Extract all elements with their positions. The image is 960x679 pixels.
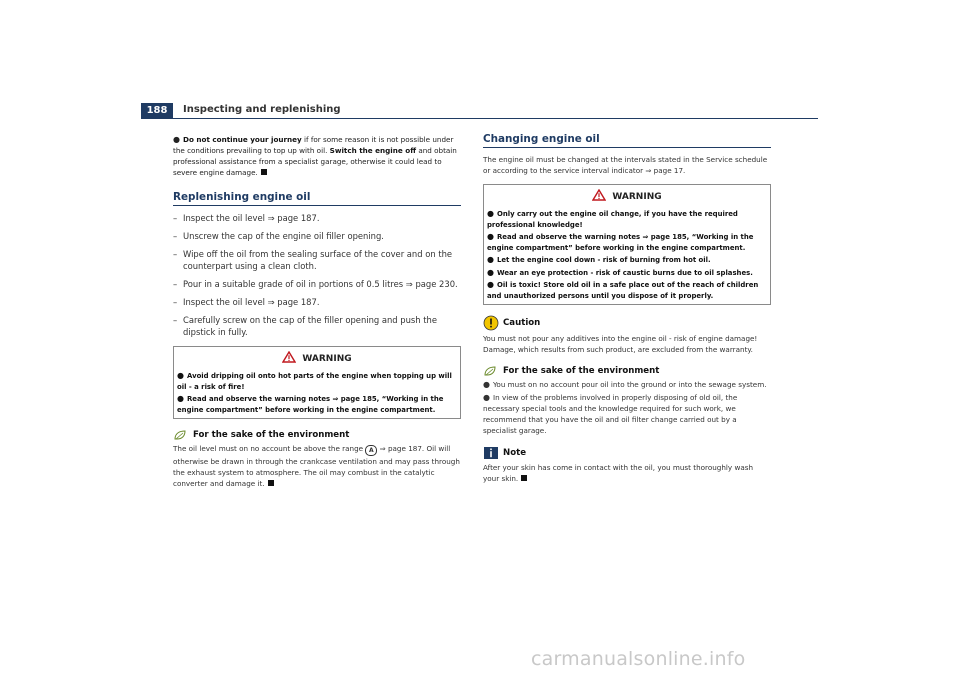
environment-item: ● You must on no account pour oil into the ground or into the sewage system.: [483, 380, 767, 389]
warning-item: ● Read and observe the warning notes ⇒ page 185, “Working in the engine compartment” before working in the engine compartment.: [177, 394, 444, 414]
step-item: – Unscrew the cap of the engine oil filler opening.: [173, 231, 384, 241]
environment-icon: [483, 365, 499, 377]
note-icon: [483, 446, 499, 460]
caution-icon: [483, 315, 499, 331]
header-rule: [173, 118, 818, 119]
section-title-replenishing: Replenishing engine oil: [173, 192, 461, 206]
site-watermark: carmanualsonline.info: [531, 648, 746, 670]
intro-paragraph: ● Do not continue your journey if for some reason it is not possible under the conditions prevailing to top up with oil. Switch the engine off and obtain professional assistance from a specialist garage, otherwise it could lead to severe engine damage.: [173, 135, 457, 177]
end-marker-icon: [521, 475, 527, 481]
warning-item: ● Only carry out the engine oil change, if you have the required professional knowledge!: [487, 209, 738, 229]
environment-heading: For the sake of the environment: [483, 365, 771, 377]
caution-text: You must not pour any additives into the engine oil - risk of engine damage! Damage, which results from such product, are excluded from the warranty.: [483, 334, 758, 354]
warning-box: [173, 346, 461, 419]
environment-text: The oil level must on no account be above the range A ⇒ page 187. Oil will otherwise be drawn in through the crankcase ventilation and may pass through the exhaust system to atmosphere. The oil may combust in the catalytic converter and damage it.: [173, 444, 460, 488]
step-item: – Carefully screw on the cap of the filler opening and push the dipstick in fully.: [173, 315, 437, 337]
warning-item: ● Wear an eye protection - risk of caustic burns due to oil splashes.: [487, 267, 753, 277]
note-heading: Note: [483, 446, 771, 460]
end-marker-icon: [261, 169, 267, 175]
environment-item: ● In view of the problems involved in properly disposing of old oil, the necessary special tools and the knowledge required for such work, we recommend that you have the oil and oil filter change carried out by a specialist garage.: [483, 393, 738, 435]
environment-heading: For the sake of the environment: [173, 429, 461, 441]
left-column: [173, 134, 461, 489]
note-text: After your skin has come in contact with the oil, you must thoroughly wash your skin.: [483, 463, 754, 483]
environment-icon: [173, 429, 189, 441]
warning-item: ● Read and observe the warning notes ⇒ page 185, “Working in the engine compartment” before working in the engine compartment.: [487, 232, 754, 252]
page-header: [141, 103, 818, 119]
warning-item: ● Avoid dripping oil onto hot parts of the engine when topping up will oil - a risk of fire!: [177, 371, 452, 391]
warning-triangle-icon: [282, 351, 296, 363]
step-item: – Inspect the oil level ⇒ page 187.: [173, 213, 320, 223]
warning-item: ● Oil is toxic! Store old oil in a safe place out of the reach of children and unauthorized persons until you dispose of it properly.: [487, 280, 759, 300]
step-item: – Pour in a suitable grade of oil in portions of 0.5 litres ⇒ page 230.: [173, 279, 458, 289]
warning-title: WARNING: [302, 354, 352, 364]
page-title: Inspecting and replenishing: [183, 104, 341, 115]
caution-heading: Caution: [483, 315, 771, 331]
right-column: [483, 134, 771, 484]
page-number: 188: [141, 103, 173, 119]
warning-item: ● Let the engine cool down - risk of burning from hot oil.: [487, 255, 711, 264]
marker-a-icon: A: [365, 445, 377, 456]
warning-triangle-icon: [592, 189, 606, 201]
warning-box: [483, 184, 771, 305]
changing-intro: The engine oil must be changed at the intervals stated in the Service schedule or according to the service interval indicator ⇒ page 17.: [483, 155, 768, 175]
warning-title: WARNING: [612, 192, 662, 202]
section-title-changing: Changing engine oil: [483, 134, 771, 148]
end-marker-icon: [268, 480, 274, 486]
step-item: – Wipe off the oil from the sealing surface of the cover and on the counterpart using a clean cloth.: [173, 249, 453, 271]
step-item: – Inspect the oil level ⇒ page 187.: [173, 297, 320, 307]
